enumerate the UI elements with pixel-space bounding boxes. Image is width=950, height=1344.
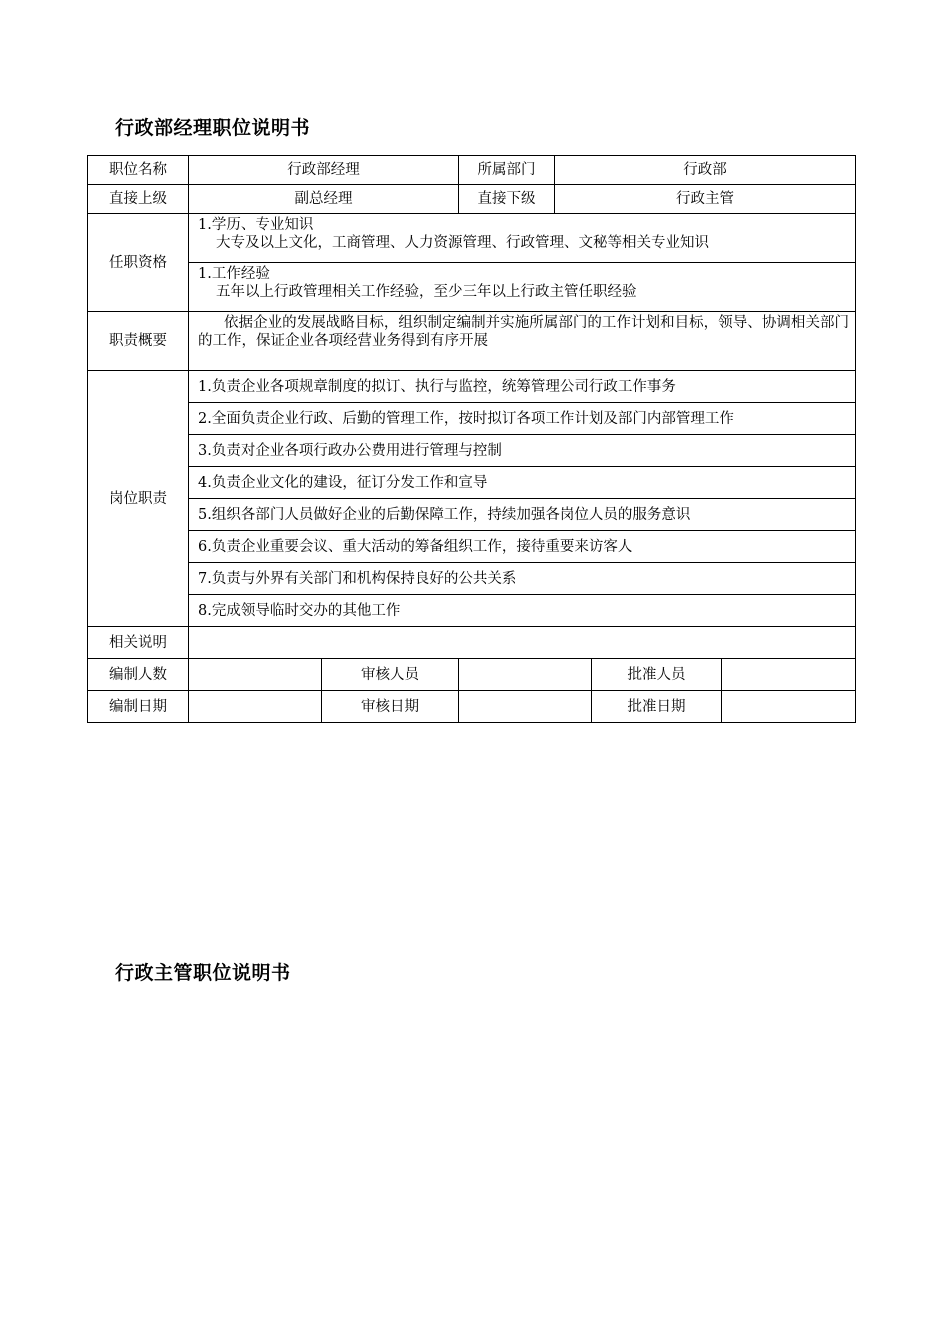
- summary-text: 依据企业的发展战略目标，组织制定编制并实施所属部门的工作计划和目标，领导、协调相关部门的工作，保证企业各项经营业务得到有序开展: [189, 312, 856, 371]
- duty-item: 7.负责与外界有关部门和机构保持良好的公共关系: [189, 563, 856, 595]
- subordinate-label: 直接下级: [459, 185, 555, 214]
- table-row: [88, 691, 856, 723]
- qualification-detail: 五年以上行政管理相关工作经验，至少三年以上行政主管任职经验: [216, 284, 637, 300]
- table-row: [88, 531, 856, 563]
- duty-item: 3.负责对企业各项行政办公费用进行管理与控制: [189, 435, 856, 467]
- superior-value: 副总经理: [189, 185, 459, 214]
- notes-value: [189, 627, 856, 659]
- duties-label: 岗位职责: [88, 371, 189, 627]
- subordinate-value: 行政主管: [555, 185, 856, 214]
- duty-item: 5.组织各部门人员做好企业的后勤保障工作，持续加强各岗位人员的服务意识: [189, 499, 856, 531]
- department-label: 所属部门: [459, 156, 555, 185]
- duty-item: 2.全面负责企业行政、后勤的管理工作，按时拟订各项工作计划及部门内部管理工作: [189, 403, 856, 435]
- qualification-experience: [189, 263, 856, 312]
- duty-item: 4.负责企业文化的建设，征订分发工作和宣导: [189, 467, 856, 499]
- review-date-label: 审核日期: [322, 691, 459, 723]
- duty-item: 8.完成领导临时交办的其他工作: [189, 595, 856, 627]
- qualification-heading: 1.工作经验: [198, 266, 270, 282]
- reviewer-label: 审核人员: [322, 659, 459, 691]
- qualification-detail: 大专及以上文化，工商管理、人力资源管理、行政管理、文秘等相关专业知识: [216, 235, 709, 251]
- notes-label: 相关说明: [88, 627, 189, 659]
- review-date-value: [459, 691, 592, 723]
- table-row: [88, 403, 856, 435]
- table-row: [88, 563, 856, 595]
- table-row: [88, 499, 856, 531]
- summary-label: 职责概要: [88, 312, 189, 371]
- prepared-date-value: [189, 691, 322, 723]
- prepared-by-value: [189, 659, 322, 691]
- document-title: 行政部经理职位说明书: [115, 117, 311, 139]
- table-row: [88, 312, 856, 371]
- table-row: [88, 156, 856, 185]
- position-name-value: 行政部经理: [189, 156, 459, 185]
- document-title-2: 行政主管职位说明书: [115, 962, 291, 984]
- approver-label: 批准人员: [592, 659, 722, 691]
- reviewer-value: [459, 659, 592, 691]
- duty-item: 1.负责企业各项规章制度的拟订、执行与监控，统筹管理公司行政工作事务: [189, 371, 856, 403]
- position-name-label: 职位名称: [88, 156, 189, 185]
- approval-date-value: [722, 691, 856, 723]
- qualification-heading: 1.学历、专业知识: [198, 217, 314, 233]
- table-row: [88, 214, 856, 263]
- table-row: [88, 435, 856, 467]
- table-row: [88, 371, 856, 403]
- prepared-date-label: 编制日期: [88, 691, 189, 723]
- approval-date-label: 批准日期: [592, 691, 722, 723]
- job-spec-table: [87, 155, 856, 723]
- table-row: [88, 185, 856, 214]
- table-row: [88, 627, 856, 659]
- table-row: [88, 595, 856, 627]
- department-value: 行政部: [555, 156, 856, 185]
- table-row: [88, 467, 856, 499]
- table-row: [88, 263, 856, 312]
- duty-item: 6.负责企业重要会议、重大活动的筹备组织工作，接待重要来访客人: [189, 531, 856, 563]
- superior-label: 直接上级: [88, 185, 189, 214]
- prepared-by-label: 编制人数: [88, 659, 189, 691]
- approver-value: [722, 659, 856, 691]
- table-row: [88, 659, 856, 691]
- qualification-label: 任职资格: [88, 214, 189, 312]
- qualification-education: [189, 214, 856, 263]
